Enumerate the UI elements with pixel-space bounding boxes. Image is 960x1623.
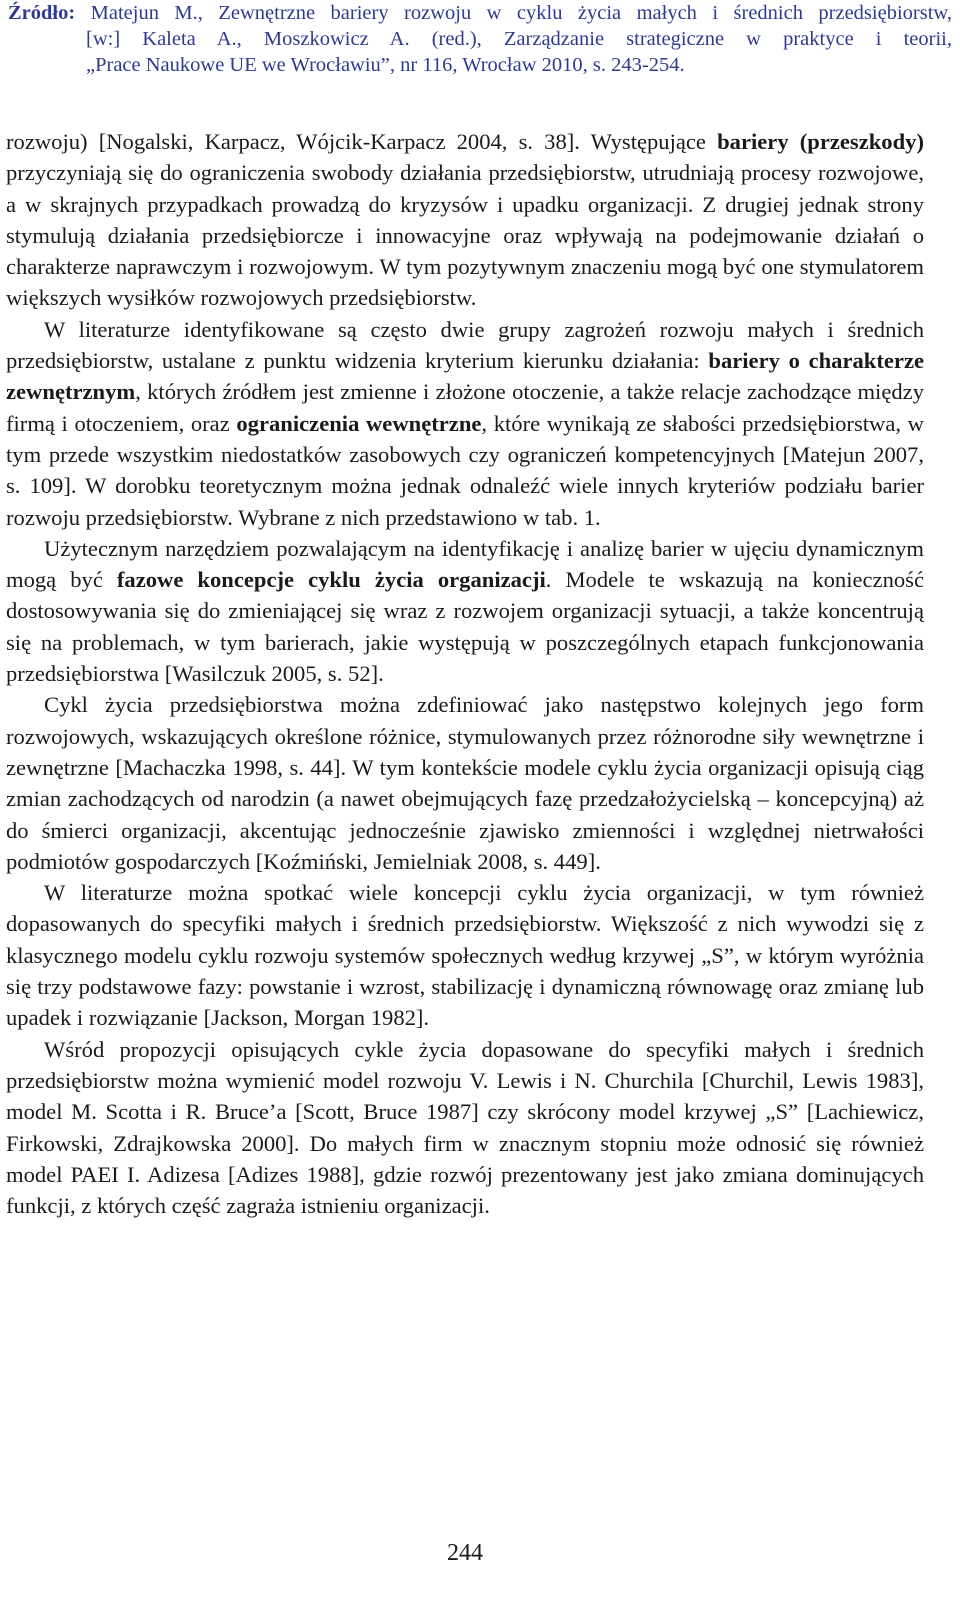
paragraph-2: W literaturze identyfikowane są często dwie grupy zagrożeń rozwoju małych i średnich przedsiębiorstw, ustalane z punktu widzenia kryterium kierunku działania: bariery o charakterze zewnętrznym, których źródłem jest zmienne i złożone otoczenie, a także relacje zachodzące między firmą i otoczeniem, oraz ograniczenia wewnętrzne, które wynikają ze słabości przedsiębiorstwa, w tym przede wszystkim niedostatków zasobowych czy ograniczeń kompetencyjnych [Matejun 2007, s. 109]. W dorobku teoretycznym można jednak odnaleźć wiele innych kryteriów podziału barier rozwoju przedsiębiorstw. Wybrane z nich przedstawiono w tab. 1. — [6, 316, 924, 530]
paragraph-6: Wśród propozycji opisujących cykle życia dopasowane do specyfiki małych i średnich przedsiębiorstw można wymienić model rozwoju V. Lewis i N. Churchila [Churchil, Lewis 1983], model M. Scotta i R. Bruce’a [Scott, Bruce 1987] czy skrócony model krzywej „S” [Lachiewicz, Firkowski, Zdrajkowska 2000]. Do małych firm w znacznym stopniu może odnosić się również model PAEI I. Adizesa [Adizes 1988], gdzie rozwój prezentowany jest jako zmiana dominujących funkcji, z których część zagraża istnieniu organizacji. — [6, 1036, 924, 1219]
source-label: Źródło: — [8, 2, 76, 24]
bold-term: ograniczenia wewnętrzne — [236, 410, 482, 436]
page-number: 244 — [447, 1540, 483, 1566]
bold-term: bariery o charakterze zewnętrznym — [6, 348, 924, 405]
source-line-3: „Prace Naukowe UE we Wrocławiu”, nr 116, Wrocław 2010, s. 243-254. — [86, 54, 685, 76]
source-citation — [8, 0, 952, 78]
paragraph-3: Użytecznym narzędziem pozwalającym na identyfikację i analizę barier w ujęciu dynamicznym mogą być fazowe koncepcje cyklu życia organizacji. Modele te wskazują na konieczność dostosowywania się do zmieniającej się wraz z rozwojem organizacji sytuacji, a także koncentrują się na problemach, w tym barierach, jakie występują w poszczególnych etapach funkcjonowania przedsiębiorstwa [Wasilczuk 2005, s. 52]. — [6, 535, 924, 687]
source-line-1: Źródło: Matejun M., Zewnętrzne bariery rozwoju w cyklu życia małych i średnich przedsiębiorstw, — [8, 2, 952, 24]
body-text — [6, 126, 924, 1221]
bold-term: fazowe koncepcje cyklu życia organizacji — [116, 567, 546, 593]
paragraph-4: Cykl życia przedsiębiorstwa można zdefiniować jako następstwo kolejnych jego form rozwojowych, wskazujących określone różnice, stymulowanych przez różnorodne siły wewnętrzne i zewnętrzne [Machaczka 1998, s. 44]. W tym kontekście modele cyklu życia organizacji opisują ciąg zmian zachodzących od narodzin (a nawet obejmujących fazę przedzałożycielską – koncepcyjną) aż do śmierci organizacji, akcentując jednocześnie zjawisko zmienności i względnej nietrwałości podmiotów gospodarczych [Koźmiński, Jemielniak 2008, s. 449]. — [6, 692, 924, 874]
bold-term: bariery (przeszkody) — [717, 129, 924, 154]
paragraph-5: W literaturze można spotkać wiele koncepcji cyklu życia organizacji, w tym również dopasowanych do specyfiki małych i średnich przedsiębiorstw. Większość z nich wywodzi się z klasycznego modelu cyklu rozwoju systemów społecznych według krzywej „S”, w którym wyróżnia się trzy podstawowe fazy: powstanie i wzrost, stabilizację i dynamiczną równowagę oraz zmianę lub upadek i rozwiązanie [Jackson, Morgan 1982]. — [6, 880, 924, 1031]
paragraph-1: rozwoju) [Nogalski, Karpacz, Wójcik-Karpacz 2004, s. 38]. Występujące bariery (przeszkody) przyczyniają się do ograniczenia swobody działania przedsiębiorstw, utrudniają procesy rozwojowe, a w skrajnych przypadkach prowadzą do kryzysów i upadku organizacji. Z drugiej jednak strony stymulują działania przedsiębiorcze i innowacyjne oraz wpływają na podejmowanie działań o charakterze naprawczym i rozwojowym. W tym pozytywnym znaczeniu mogą być one stymulatorem większych wysiłków rozwojowych przedsiębiorstw. — [6, 129, 924, 311]
source-line-2: [w:] Kaleta A., Moszkowicz A. (red.), Zarządzanie strategiczne w praktyce i teorii, — [86, 28, 952, 50]
